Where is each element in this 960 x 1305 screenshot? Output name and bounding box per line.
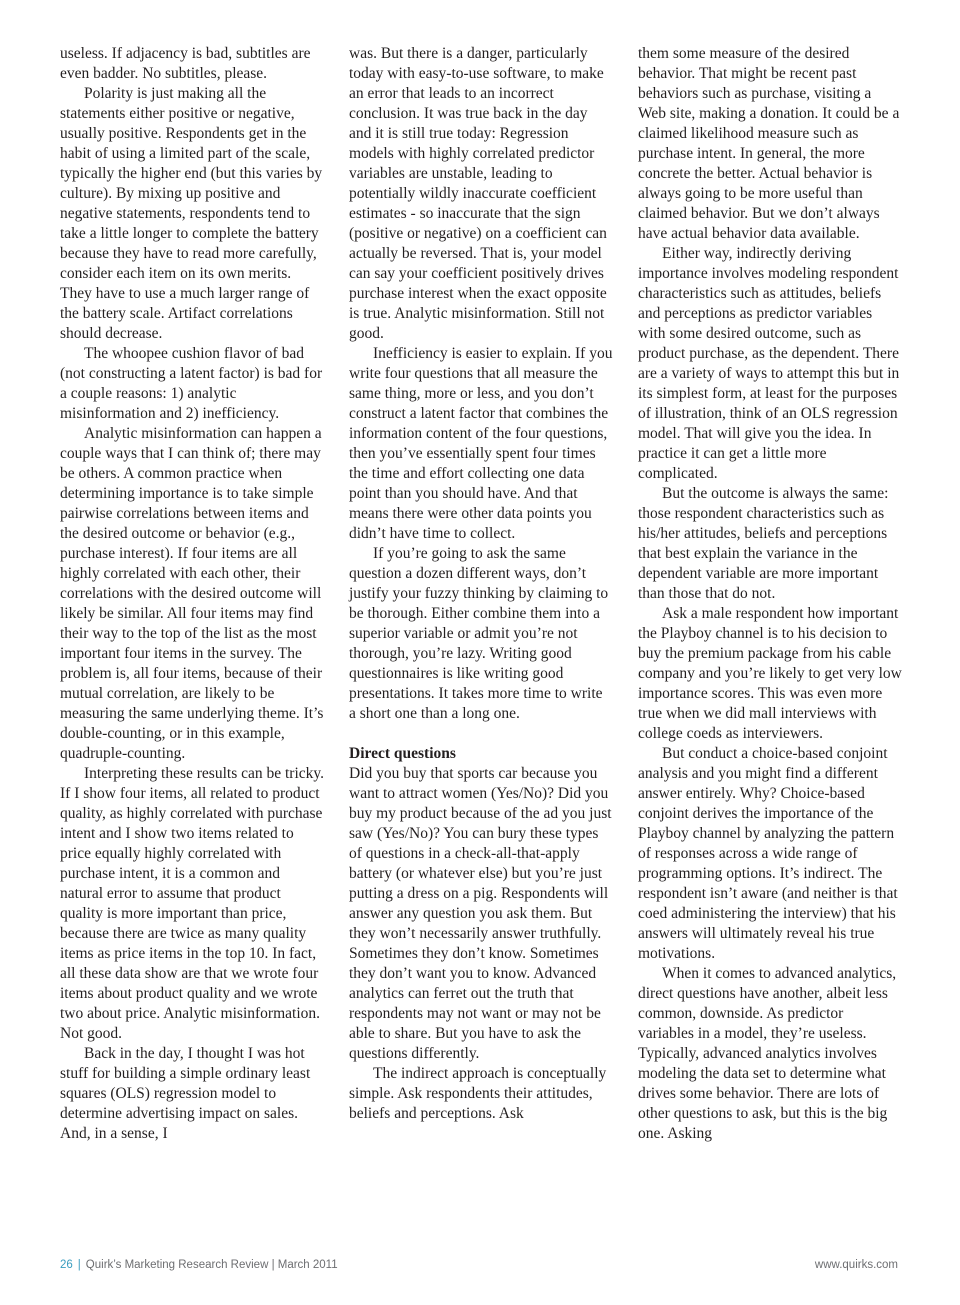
paragraph: When it comes to advanced analytics, direct questions have another, albeit less common, downside. As predictor variables in a model, they’re useless. Typically, advanced analytics involves modeling the data set to determine what drives some behavior. There are lots of other questions to ask, but this is the big one. Asking [638, 965, 897, 1142]
paragraph: But conduct a choice-based conjoint analysis and you might find a different answer entirely. Why? Choice-based conjoint derives the importance of the Playboy channel by analyzing the pattern of responses across a wide range of programming options. It’s indirect. The respondent isn’t aware (and neither is that coed administering the interview) that his answers will ultimately reveal his true motivations. [638, 745, 898, 962]
text-column-2 [349, 44, 613, 1124]
paragraph: Interpreting these results can be tricky. If I show four items, all related to product quality, as highly correlated with purchase intent and I show two items related to price equally highly correlated with purchase intent, it is a common and natural error to assume that product quality is more important than price, because there are twice as many quality items as price items in the top 10. In fact, all these data show are that we wrote four items about product quality and we wrote two about price. Analytic misinformation. Not good. [60, 765, 325, 1042]
text-column-1 [60, 44, 324, 1144]
text-column-3 [638, 44, 902, 1144]
paragraph: Analytic misinformation can happen a couple ways that I can think of; there may be others. A common practice when determining importance is to take simple pairwise correlations between items and the desired outcome or behavior (e.g., purchase interest). If four items are all highly correlated with each other, their correlations with the desired outcome will likely be similar. All four items may find their way to the top of the list as the most important four items in the survey. The problem is, all four items, because of their mutual correlation, are likely to be measuring the same underlying theme. It’s double-counting, or in this example, quadruple-counting. [60, 425, 324, 762]
paragraph: Inefficiency is easier to explain. If you write four questions that all measure the same thing, more or less, and you don’t construct a latent factor that combines the information content of the four questions, then you’ve essentially spent four times the time and effort collecting one data point than you should have. And that means there were other data points you didn’t have time to collect. [349, 345, 613, 542]
publication-info: Quirk’s Marketing Research Review | March 2011 [85, 1259, 338, 1271]
page-number: 26 [60, 1259, 73, 1271]
paragraph: Did you buy that sports car because you want to attract women (Yes/No)? Did you buy my product because of the ad you just saw (Yes/No)? You can bury these types of questions in a check-all-that-apply battery (or whatever else) but you’re just putting a dress on a pig. Respondents will answer any question you ask them. But they won’t necessarily answer truthfully. Sometimes they don’t know. Sometimes they don’t want you to know. Advanced analytics can ferret out the truth that respondents may not want or may not be able to share. But you have to ask the questions differently. [349, 765, 612, 1062]
paragraph: Ask a male respondent how important the Playboy channel is to his decision to buy the premium package from his cable company and you’re likely to get very low importance scores. This was even more true when we did mall interviews with college coeds as interviewers. [638, 605, 902, 742]
footer-separator: | [77, 1259, 81, 1271]
paragraph: But the outcome is always the same: those respondent characteristics such as his/her attitudes, beliefs and perceptions that best explain the variance in the dependent variable are more important than those that do not. [638, 485, 889, 602]
paragraph: Either way, indirectly deriving importance involves modeling respondent characteristics such as attitudes, beliefs and perceptions as predictor variables with some desired outcome, such as product purchase, as the dependent. There are a variety of ways to attempt this but in its simplest form, at least for the purposes of illustration, think of an OLS regression model. That will give you the idea. In practice it can get a little more complicated. [638, 245, 900, 482]
page-footer [60, 1256, 898, 1274]
paragraph: useless. If adjacency is bad, subtitles are even badder. No subtitles, please. [60, 45, 311, 82]
section-heading: Direct questions [349, 745, 456, 762]
paragraph: The indirect approach is conceptually simple. Ask respondents their attitudes, beliefs and perceptions. Ask [349, 1065, 607, 1122]
paragraph: Back in the day, I thought I was hot stuff for building a simple ordinary least squares (OLS) regression model to determine advertising impact on sales. And, in a sense, I [60, 1045, 311, 1142]
paragraph: Polarity is just making all the statements either positive or negative, usually positive. Respondents get in the habit of using a limited part of the scale, typically the higher end (but this varies by culture). By mixing up positive and negative statements, respondents tend to take a little longer to complete the battery because they have to read more carefully, consider each item on its own merits. They have to use a much larger range of the battery scale. Artifact correlations should decrease. [60, 85, 323, 342]
paragraph: was. But there is a danger, particularly today with easy-to-use software, to make an error that leads to an incorrect conclusion. It was true back in the day and it is still true today: Regression models with highly correlated predictor variables are unstable, leading to potentially wildly inaccurate coefficient estimates - so inaccurate that the sign (positive or negative) on a coefficient can actually be reversed. That is, your model can say your coefficient positively drives purchase interest when the exact opposite is true. Analytic misinformation. Still not good. [349, 45, 607, 342]
paragraph: The whoopee cushion flavor of bad (not constructing a latent factor) is bad for a couple reasons: 1) analytic misinformation and 2) inefficiency. [60, 345, 323, 422]
section-spacer [349, 724, 613, 744]
paragraph: them some measure of the desired behavior. That might be recent past behaviors such as purchase, visiting a Web site, making a donation. It could be a claimed likelihood measure such as purchase intent. In general, the more concrete the better. Actual behavior is always going to be more useful than claimed behavior. But we don’t always have actual behavior data available. [638, 45, 900, 242]
website-url: www.quirks.com [814, 1259, 898, 1271]
paragraph: If you’re going to ask the same question a dozen different ways, don’t justify your fuzzy thinking by claiming to be thorough. Either combine them into a superior variable or admit you’re not thorough, you’re lazy. Writing good questionnaires is like writing good presentations. It takes more time to write a short one than a long one. [349, 545, 609, 722]
